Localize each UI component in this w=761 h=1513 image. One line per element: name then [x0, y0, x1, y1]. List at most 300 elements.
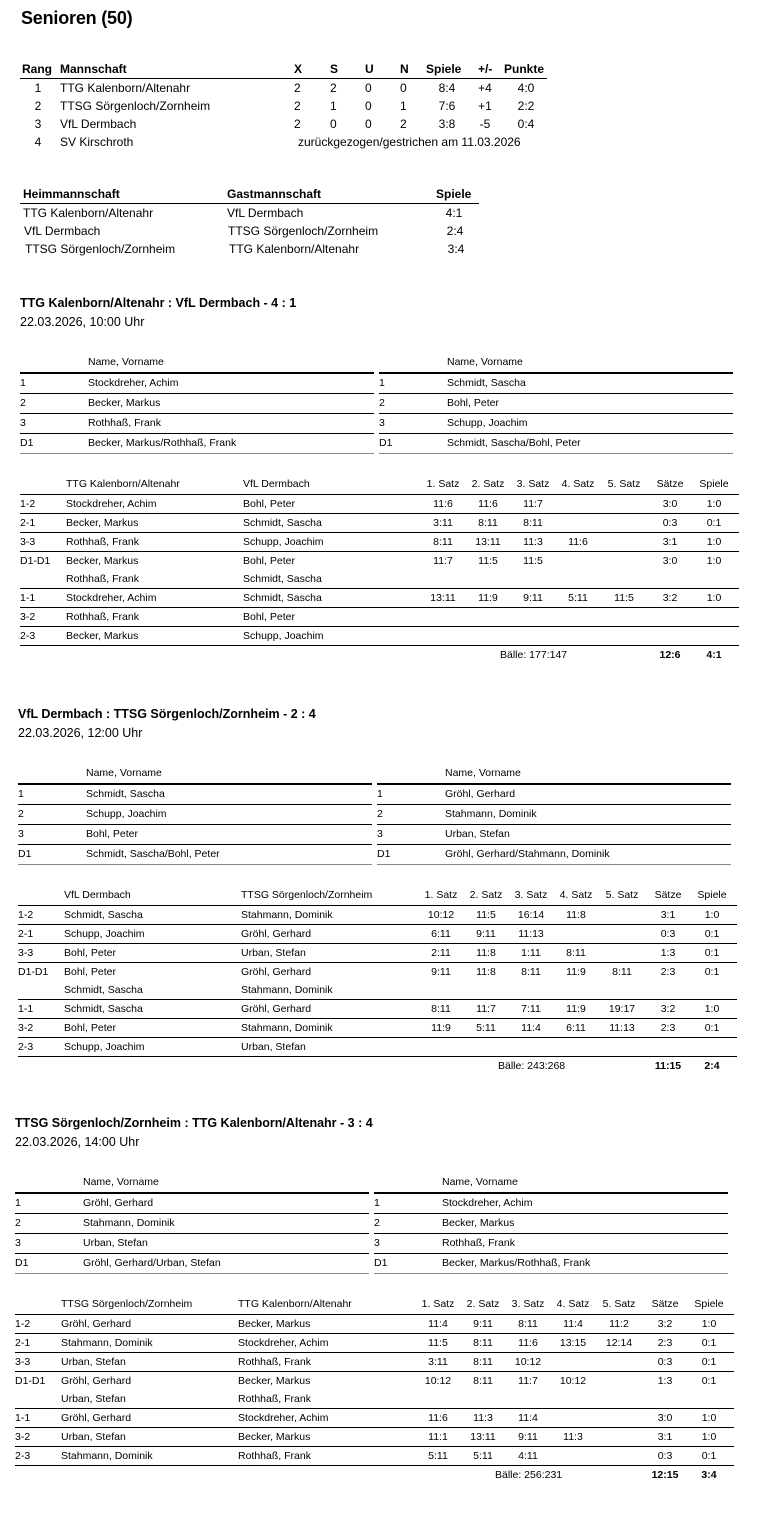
saetze-cell: 3:2: [662, 592, 678, 604]
lineup-header: [377, 764, 731, 785]
spiele-cell: 1:0: [701, 1318, 717, 1330]
team-cell[interactable]: VfL Dermbach: [60, 117, 137, 131]
s1-cell: 6:11: [431, 928, 451, 940]
game-row: [20, 533, 739, 552]
guest-team-header: VfL Dermbach: [243, 478, 310, 490]
rank-cell: 3: [34, 117, 42, 131]
lineup-header: [20, 353, 374, 374]
result-cell: 2:4: [446, 224, 464, 238]
spiele-cell: 3:8: [438, 117, 456, 131]
s4-cell: 11:9: [566, 1003, 586, 1015]
spiele-cell: 0:1: [701, 1375, 717, 1387]
s1-cell: 5:11: [428, 1450, 448, 1462]
lineup-row: [379, 434, 733, 454]
player-position: 1: [20, 377, 26, 389]
lineup-row: [18, 785, 372, 805]
player-position: 3: [18, 828, 24, 840]
standings-row: [20, 133, 547, 151]
spiele-cell: 0:1: [706, 517, 722, 529]
lineup-row: [18, 845, 372, 865]
col-spiele: Spiele: [426, 62, 462, 76]
games-total: 4:1: [706, 649, 722, 661]
saetze-cell: 1:3: [660, 947, 676, 959]
home-player-cell: Gröhl, Gerhard: [61, 1412, 132, 1424]
home-player-cell: Stahmann, Dominik: [61, 1337, 153, 1349]
guest-player-cell: Bohl, Peter: [243, 498, 295, 510]
lineup-row: [379, 414, 733, 434]
col-s5-header: 5. Satz: [605, 889, 639, 901]
standings-table: [20, 60, 547, 151]
match-title: TTG Kalenborn/Altenahr : VfL Dermbach - 4 : 1: [20, 296, 297, 310]
lineup-row: [379, 374, 733, 394]
player-name[interactable]: Becker, Markus: [88, 397, 161, 409]
s3-cell: 11:6: [518, 1337, 538, 1349]
player-position: 3: [377, 828, 383, 840]
home-player-cell: Urban, Stefan: [61, 1356, 126, 1368]
player-name[interactable]: Rothhaß, Frank: [442, 1237, 515, 1249]
s1-cell: 8:11: [431, 1003, 451, 1015]
s4-cell: 10:12: [559, 1375, 587, 1387]
spiele-cell: 1:0: [701, 1412, 717, 1424]
s-cell: 2: [330, 81, 337, 95]
guest-team-cell: TTSG Sörgenloch/Zornheim: [228, 224, 379, 238]
lineup-row: [377, 825, 731, 845]
guest-player-cell: Bohl, Peter: [243, 555, 295, 567]
guest-player-cell: Stahmann, Dominik: [241, 1022, 333, 1034]
game-row: [20, 514, 739, 533]
result-cell: 4:1: [445, 206, 463, 220]
pairing-cell: 3-2: [20, 611, 36, 623]
s-cell: 0: [330, 117, 337, 131]
player-name[interactable]: Gröhl, Gerhard/Stahmann, Dominik: [445, 848, 610, 860]
player-position: 2: [377, 808, 383, 820]
game-row: [15, 1390, 734, 1409]
balls-total: Bälle: 177:147: [500, 649, 568, 661]
s2-cell: 11:6: [478, 498, 498, 510]
guest-player-cell: Urban, Stefan: [241, 947, 306, 959]
col-spiele-header: Spiele: [694, 1298, 724, 1310]
col-s2-header: 2. Satz: [471, 478, 505, 490]
guest-player-cell: Schupp, Joachim: [243, 630, 324, 642]
guest-player-cell: Stockdreher, Achim: [238, 1412, 329, 1424]
lineup-row: [374, 1254, 728, 1274]
punkte-cell: 2:2: [517, 99, 535, 113]
player-name[interactable]: Urban, Stefan: [445, 828, 510, 840]
player-name[interactable]: Schmidt, Sascha: [86, 788, 165, 800]
s1-cell: 11:9: [431, 1022, 451, 1034]
match-date: 22.03.2026, 10:00 Uhr: [20, 315, 145, 329]
lineup-row: [377, 845, 731, 865]
saetze-cell: 0:3: [657, 1356, 673, 1368]
team-cell[interactable]: TTSG Sörgenloch/Zornheim: [60, 99, 211, 113]
fixture-row[interactable]: [20, 240, 479, 258]
saetze-cell: 3:0: [657, 1412, 673, 1424]
game-row: [20, 627, 739, 646]
match-date: 22.03.2026, 12:00 Uhr: [18, 726, 143, 740]
game-row: [20, 608, 739, 627]
player-name[interactable]: Schupp, Joachim: [447, 417, 528, 429]
col-s1-header: 1. Satz: [424, 889, 458, 901]
player-name[interactable]: Schmidt, Sascha/Bohl, Peter: [86, 848, 220, 860]
s1-cell: 3:11: [433, 517, 453, 529]
s1-cell: 11:1: [428, 1431, 448, 1443]
col-saetze-header: Sätze: [654, 889, 682, 901]
games-table: [18, 886, 737, 1075]
games-table: [15, 1295, 734, 1484]
player-name[interactable]: Stahmann, Dominik: [445, 808, 537, 820]
player-name[interactable]: Schmidt, Sascha: [447, 377, 526, 389]
s1-cell: 11:6: [428, 1412, 448, 1424]
guest-player-cell: Schupp, Joachim: [243, 536, 324, 548]
s3-cell: 4:11: [518, 1450, 538, 1462]
spiele-cell: 0:1: [701, 1337, 717, 1349]
player-name[interactable]: Becker, Markus: [442, 1217, 515, 1229]
guest-player-cell: Stahmann, Dominik: [241, 909, 333, 921]
s1-cell: 8:11: [433, 536, 453, 548]
game-row: [15, 1409, 734, 1428]
guest-player-cell: Gröhl, Gerhard: [241, 928, 312, 940]
col-saetze-header: Sätze: [656, 478, 684, 490]
s1-cell: 11:7: [433, 555, 453, 567]
game-row: [18, 1000, 737, 1019]
u-cell: 0: [365, 81, 372, 95]
s3-cell: 11:4: [518, 1412, 538, 1424]
s2-cell: 11:9: [478, 592, 498, 604]
lineup-header: [15, 1173, 369, 1194]
withdrawn-note: zurückgezogen/gestrichen am 11.03.2026: [298, 135, 521, 149]
name-column-header: Name, Vorname: [88, 356, 164, 368]
saetze-cell: 3:2: [657, 1318, 673, 1330]
balls-total: Bälle: 256:231: [495, 1469, 563, 1481]
guest-player-cell: Schmidt, Sascha: [243, 517, 322, 529]
col-x: X: [294, 62, 303, 76]
standings-row: [20, 79, 547, 97]
player-position: 2: [15, 1217, 21, 1229]
lineup-row: [15, 1254, 369, 1274]
fixtures-table: [20, 185, 479, 258]
u-cell: 0: [365, 117, 372, 131]
player-position: D1: [18, 848, 32, 860]
s2-cell: 8:11: [473, 1375, 493, 1387]
spiele-cell: 1:0: [704, 1003, 720, 1015]
x-cell: 2: [294, 99, 301, 113]
player-name[interactable]: Gröhl, Gerhard/Urban, Stefan: [83, 1257, 221, 1269]
home-player-cell: Schmidt, Sascha: [64, 909, 143, 921]
s2-cell: 8:11: [478, 517, 498, 529]
player-position: D1: [379, 437, 393, 449]
home-player-cell: Stahmann, Dominik: [61, 1450, 153, 1462]
fixture-row[interactable]: [20, 222, 479, 240]
spiele-cell: 0:1: [704, 947, 720, 959]
player-name[interactable]: Bohl, Peter: [447, 397, 499, 409]
s5-cell: 8:11: [612, 966, 632, 978]
guest-player-cell: Rothhaß, Frank: [238, 1393, 311, 1405]
n-cell: 0: [400, 81, 407, 95]
home-player-cell: Becker, Markus: [66, 630, 139, 642]
lineup-row: [374, 1194, 728, 1214]
col-s3-header: 3. Satz: [514, 889, 548, 901]
s3-cell: 16:14: [517, 909, 545, 921]
game-row: [18, 981, 737, 1000]
player-name[interactable]: Stockdreher, Achim: [88, 377, 179, 389]
game-row: [20, 495, 739, 514]
spiele-cell: 1:0: [706, 536, 722, 548]
game-row: [18, 906, 737, 925]
lineup-row: [18, 825, 372, 845]
player-position: 3: [374, 1237, 380, 1249]
col-diff: +/-: [478, 62, 493, 76]
games-total: 3:4: [701, 1469, 717, 1481]
player-name[interactable]: Becker, Markus/Rothhaß, Frank: [442, 1257, 591, 1269]
saetze-cell: 2:3: [660, 966, 676, 978]
pairing-cell: 2-3: [15, 1450, 31, 1462]
match-title: VfL Dermbach : TTSG Sörgenloch/Zornheim - 2 : 4: [18, 707, 316, 721]
home-player-cell: Bohl, Peter: [64, 966, 116, 978]
player-name[interactable]: Becker, Markus/Rothhaß, Frank: [88, 437, 237, 449]
s2-cell: 11:3: [473, 1412, 493, 1424]
col-s3-header: 3. Satz: [511, 1298, 545, 1310]
page-title: Senioren (50): [21, 8, 133, 28]
n-cell: 2: [400, 117, 407, 131]
fixture-row[interactable]: [20, 204, 479, 222]
player-position: 3: [20, 417, 26, 429]
guest-team-header: TTSG Sörgenloch/Zornheim: [241, 889, 373, 901]
rank-cell: 2: [34, 99, 42, 113]
game-row: [15, 1334, 734, 1353]
pairing-cell: 1-2: [15, 1318, 31, 1330]
col-home: Heimmannschaft: [23, 187, 120, 201]
team-cell[interactable]: SV Kirschroth: [60, 135, 134, 149]
guest-lineup-table: [379, 353, 733, 454]
s3-cell: 11:13: [518, 928, 544, 940]
spiele-cell: 0:1: [704, 928, 720, 940]
player-name[interactable]: Gröhl, Gerhard: [445, 788, 516, 800]
x-cell: 2: [294, 117, 301, 131]
guest-player-cell: Stahmann, Dominik: [241, 984, 333, 996]
rank-cell: 4: [34, 135, 42, 149]
lineup-row: [15, 1214, 369, 1234]
s3-cell: 7:11: [521, 1003, 541, 1015]
pairing-cell: 2-1: [18, 928, 34, 940]
sets-total: 11:15: [654, 1060, 682, 1072]
saetze-cell: 0:3: [660, 928, 676, 940]
pairing-cell: 1-1: [18, 1003, 34, 1015]
name-column-header: Name, Vorname: [442, 1176, 518, 1188]
s2-cell: 13:11: [470, 1431, 496, 1443]
col-spiele-header: Spiele: [699, 478, 729, 490]
home-player-cell: Rothhaß, Frank: [66, 611, 139, 623]
saetze-cell: 3:0: [662, 498, 678, 510]
col-s4-header: 4. Satz: [561, 478, 595, 490]
home-player-cell: Becker, Markus: [66, 517, 139, 529]
game-row: [20, 589, 739, 608]
game-row: [18, 925, 737, 944]
col-mannschaft: Mannschaft: [60, 62, 127, 76]
player-name[interactable]: Stockdreher, Achim: [442, 1197, 533, 1209]
game-row: [15, 1428, 734, 1447]
game-row: [15, 1372, 734, 1390]
home-player-cell: Gröhl, Gerhard: [61, 1375, 132, 1387]
home-player-cell: Urban, Stefan: [61, 1393, 126, 1405]
lineup-row: [374, 1214, 728, 1234]
name-column-header: Name, Vorname: [447, 356, 523, 368]
guest-player-cell: Gröhl, Gerhard: [241, 1003, 312, 1015]
home-team-cell: TTG Kalenborn/Altenahr: [23, 206, 154, 220]
home-player-cell: Bohl, Peter: [64, 1022, 116, 1034]
lineup-row: [15, 1234, 369, 1254]
s2-cell: 5:11: [476, 1022, 496, 1034]
spiele-cell: 1:0: [701, 1431, 717, 1443]
s2-cell: 13:11: [475, 536, 501, 548]
saetze-cell: 0:3: [657, 1450, 673, 1462]
pairing-cell: 2-1: [15, 1337, 31, 1349]
s5-cell: 19:17: [608, 1003, 636, 1015]
player-name[interactable]: Urban, Stefan: [83, 1237, 148, 1249]
pairing-cell: 2-1: [20, 517, 36, 529]
player-position: 1: [377, 788, 383, 800]
player-name[interactable]: Bohl, Peter: [86, 828, 138, 840]
diff-cell: -5: [479, 117, 491, 131]
lineup-row: [18, 805, 372, 825]
guest-player-cell: Becker, Markus: [238, 1318, 311, 1330]
s5-cell: 11:5: [614, 592, 634, 604]
player-name[interactable]: Schupp, Joachim: [86, 808, 167, 820]
guest-lineup-table: [377, 764, 731, 865]
player-name[interactable]: Gröhl, Gerhard: [83, 1197, 154, 1209]
s3-cell: 8:11: [518, 1318, 538, 1330]
pairing-cell: 3-3: [18, 947, 34, 959]
guest-team-header: TTG Kalenborn/Altenahr: [238, 1298, 352, 1310]
spiele-cell: 0:1: [701, 1450, 717, 1462]
player-position: D1: [15, 1257, 29, 1269]
col-s: S: [330, 62, 339, 76]
spiele-cell: 0:1: [704, 1022, 720, 1034]
n-cell: 1: [400, 99, 407, 113]
guest-team-cell: TTG Kalenborn/Altenahr: [229, 242, 360, 256]
player-name[interactable]: Stahmann, Dominik: [83, 1217, 175, 1229]
lineup-header: [379, 353, 733, 374]
home-lineup-table: [15, 1173, 369, 1274]
pairing-cell: D1-D1: [20, 555, 51, 567]
guest-team-cell: VfL Dermbach: [227, 206, 304, 220]
s4-cell: 11:3: [563, 1431, 583, 1443]
s3-cell: 11:7: [523, 498, 543, 510]
guest-player-cell: Stockdreher, Achim: [238, 1337, 329, 1349]
s2-cell: 11:5: [476, 909, 496, 921]
player-position: D1: [374, 1257, 388, 1269]
game-row: [18, 1019, 737, 1038]
s1-cell: 9:11: [431, 966, 451, 978]
player-name[interactable]: Schmidt, Sascha/Bohl, Peter: [447, 437, 581, 449]
guest-player-cell: Becker, Markus: [238, 1375, 311, 1387]
lineup-header: [18, 764, 372, 785]
guest-player-cell: Schmidt, Sascha: [243, 573, 322, 585]
guest-player-cell: Becker, Markus: [238, 1431, 311, 1443]
saetze-cell: 3:1: [660, 909, 676, 921]
game-row: [18, 963, 737, 981]
s3-cell: 8:11: [521, 966, 541, 978]
col-result: Spiele: [436, 187, 472, 201]
lineup-row: [377, 785, 731, 805]
name-column-header: Name, Vorname: [86, 767, 162, 779]
home-player-cell: Urban, Stefan: [61, 1431, 126, 1443]
saetze-cell: 3:1: [657, 1431, 673, 1443]
diff-cell: +1: [478, 99, 492, 113]
player-position: D1: [377, 848, 391, 860]
col-s5-header: 5. Satz: [602, 1298, 636, 1310]
team-cell[interactable]: TTG Kalenborn/Altenahr: [60, 81, 191, 95]
s4-cell: 11:4: [563, 1318, 583, 1330]
home-player-cell: Schmidt, Sascha: [64, 1003, 143, 1015]
spiele-cell: 1:0: [706, 592, 722, 604]
home-player-cell: Stockdreher, Achim: [66, 498, 157, 510]
guest-player-cell: Rothhaß, Frank: [238, 1356, 311, 1368]
home-player-cell: Rothhaß, Frank: [66, 573, 139, 585]
s4-cell: 11:6: [568, 536, 588, 548]
guest-player-cell: Rothhaß, Frank: [238, 1450, 311, 1462]
home-team-cell: TTSG Sörgenloch/Zornheim: [25, 242, 176, 256]
standings-header: [20, 60, 547, 79]
pairing-cell: 3-3: [20, 536, 36, 548]
guest-player-cell: Gröhl, Gerhard: [241, 966, 312, 978]
s2-cell: 5:11: [473, 1450, 493, 1462]
s2-cell: 11:8: [476, 947, 496, 959]
diff-cell: +4: [478, 81, 492, 95]
home-player-cell: Rothhaß, Frank: [66, 536, 139, 548]
s4-cell: 8:11: [566, 947, 586, 959]
s4-cell: 11:9: [566, 966, 586, 978]
s1-cell: 11:6: [433, 498, 453, 510]
lineup-row: [20, 394, 374, 414]
player-position: 2: [18, 808, 24, 820]
result-cell: 3:4: [447, 242, 465, 256]
s3-cell: 9:11: [518, 1431, 538, 1443]
pairing-cell: 1-1: [20, 592, 36, 604]
home-player-cell: Stockdreher, Achim: [66, 592, 157, 604]
col-s4-header: 4. Satz: [556, 1298, 590, 1310]
s5-cell: 11:13: [609, 1022, 635, 1034]
s4-cell: 6:11: [566, 1022, 586, 1034]
games-header: [15, 1295, 734, 1315]
saetze-cell: 3:1: [662, 536, 678, 548]
s2-cell: 11:8: [476, 966, 496, 978]
s4-cell: 13:15: [559, 1337, 587, 1349]
game-row: [15, 1315, 734, 1334]
standings-row: [20, 97, 547, 115]
balls-total: Bälle: 243:268: [498, 1060, 566, 1072]
col-s5-header: 5. Satz: [607, 478, 641, 490]
col-rang: Rang: [22, 62, 52, 76]
home-team-header: TTSG Sörgenloch/Zornheim: [61, 1298, 193, 1310]
col-saetze-header: Sätze: [651, 1298, 679, 1310]
lineup-row: [379, 394, 733, 414]
s1-cell: 2:11: [431, 947, 451, 959]
player-name[interactable]: Rothhaß, Frank: [88, 417, 161, 429]
name-column-header: Name, Vorname: [83, 1176, 159, 1188]
games-header: [18, 886, 737, 906]
name-column-header: Name, Vorname: [445, 767, 521, 779]
player-position: 2: [379, 397, 385, 409]
game-row: [20, 552, 739, 570]
standings-row: [20, 115, 547, 133]
home-player-cell: Becker, Markus: [66, 555, 139, 567]
fixtures-header: [20, 185, 479, 204]
games-header: [20, 475, 739, 495]
guest-lineup-table: [374, 1173, 728, 1274]
s1-cell: 11:4: [428, 1318, 448, 1330]
games-total: 2:4: [704, 1060, 720, 1072]
home-lineup-table: [18, 764, 372, 865]
